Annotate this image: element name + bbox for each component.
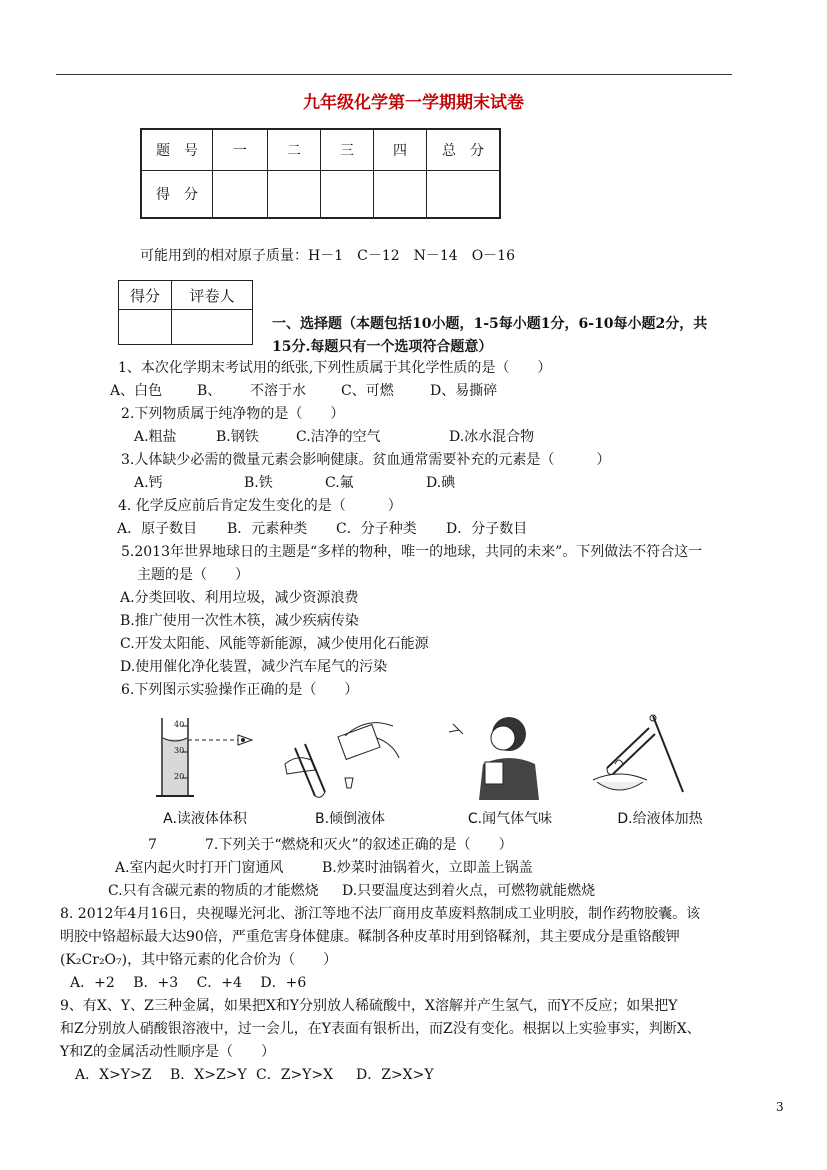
q9-stem-line1: 9、有X、Y、Z三种金属，如果把X和Y分别放人稀硫酸中，X溶解并产生氢气，而Y不反应；如果把Y xyxy=(60,998,678,1014)
q4-stem: 4. 化学反应前后肯定发生变化的是（ ） xyxy=(118,498,402,514)
header-rule xyxy=(56,74,732,75)
q8-stem-line2: 明胶中铬超标最大达90倍，严重危害身体健康。鞣制各种皮革时用到铬鞣剂，其主要成分是重铬酸钾 xyxy=(60,929,680,945)
score-header-cell: 二 xyxy=(268,129,321,171)
scale-label: 30 xyxy=(174,746,185,755)
grader-score-cell[interactable] xyxy=(119,310,172,345)
score-table-score-row xyxy=(141,171,500,219)
figure-label: D.给液体加热 xyxy=(617,811,703,827)
q3-option: B.铁 xyxy=(244,475,273,491)
score-row-label: 得 分 xyxy=(141,171,213,219)
score-header-cell: 题 号 xyxy=(141,129,213,171)
q5-stem-line1: 5.2013年世界地球日的主题是“多样的物种，唯一的地球，共同的未来”。下列做法不符合这一 xyxy=(121,544,703,560)
q5-option: D.使用催化净化装置，减少汽车尾气的污染 xyxy=(120,659,388,675)
q4-option: D．分子数目 xyxy=(446,521,528,537)
score-table-header-row xyxy=(141,129,500,171)
q7-option: C.只有含碳元素的物质的才能燃烧 xyxy=(108,883,319,899)
smelling-illustration xyxy=(435,708,585,800)
score-header-cell: 四 xyxy=(374,129,427,171)
q9-stem-line3: Y和Z的金属活动性顺序是（ ） xyxy=(60,1044,275,1060)
section1-heading-line2: 15分.每题只有一个选项符合题意） xyxy=(272,339,493,355)
figure-label: C.闻气体气味 xyxy=(467,811,553,827)
page-number: 3 xyxy=(776,1100,784,1114)
q4-option: C．分子种类 xyxy=(336,521,417,537)
q7-option: A.室内起火时打开门窗通风 xyxy=(115,860,284,876)
scale-label: 40 xyxy=(174,720,185,729)
q4-option: A．原子数目 xyxy=(117,521,198,537)
grader-name-label: 评卷人 xyxy=(172,281,253,310)
q3-option: C.氟 xyxy=(325,475,354,491)
pouring-illustration xyxy=(275,708,425,800)
q2-option: B.钢铁 xyxy=(216,429,259,445)
q1-stem: 1、本次化学期末考试用的纸张,下列性质属于其化学性质的是（ ） xyxy=(118,360,552,376)
grader-box xyxy=(118,280,253,345)
figure-smell-gas xyxy=(435,708,585,828)
score-cell[interactable] xyxy=(213,171,268,219)
section1-heading-line1: 一、选择题（本题包括10小题，1-5每小题1分，6-10每小题2分，共 xyxy=(272,316,708,332)
q1-option: A、白色 xyxy=(110,383,163,399)
grader-name-cell[interactable] xyxy=(172,310,253,345)
q5-option: C.开发太阳能、风能等新能源，减少使用化石能源 xyxy=(120,636,429,652)
q3-option: D.碘 xyxy=(426,475,456,491)
q4-option: B．元素种类 xyxy=(227,521,308,537)
q8-options: A．+2 B．+3 C．+4 D．+6 xyxy=(70,975,307,991)
q9-option: A．X>Y>Z xyxy=(75,1067,152,1083)
q7-option: D.只要温度达到着火点，可燃物就能燃烧 xyxy=(342,883,596,899)
score-cell[interactable] xyxy=(321,171,374,219)
q7-option: B.炒菜时油锅着火，立即盖上锅盖 xyxy=(322,860,533,876)
heating-illustration xyxy=(585,708,735,800)
score-cell[interactable] xyxy=(374,171,427,219)
q7-prefix: 7 xyxy=(148,837,157,853)
q9-option: B．X>Z>Y xyxy=(170,1067,247,1083)
q3-option: A.钙 xyxy=(134,475,163,491)
figure-heat-liquid xyxy=(585,708,735,828)
q9-stem-line2: 和Z分别放人硝酸银溶液中，过一会儿，在Y表面有银析出，而Z没有变化。根据以上实验事实，判断X、 xyxy=(60,1021,701,1037)
q2-option: C.洁净的空气 xyxy=(296,429,381,445)
q9-option: D．Z>X>Y xyxy=(356,1067,434,1083)
q5-stem-line2: 主题的是（ ） xyxy=(137,567,249,583)
scale-label: 20 xyxy=(174,772,185,781)
graduated-cylinder-illustration xyxy=(130,708,280,800)
q2-stem: 2.下列物质属于纯净物的是（ ） xyxy=(121,406,345,422)
q1-option: B、 xyxy=(197,383,222,399)
grader-score-label: 得分 xyxy=(119,281,172,310)
q5-option: B.推广使用一次性木筷，减少疾病传染 xyxy=(120,613,359,629)
q2-option: A.粗盐 xyxy=(134,429,177,445)
q3-stem: 3.人体缺少必需的微量元素会影响健康。贫血通常需要补充的元素是（ ） xyxy=(121,452,611,468)
q1-option: C、可燃 xyxy=(341,383,394,399)
score-header-cell: 总 分 xyxy=(427,129,501,171)
q8-stem-line1: 8. 2012年4月16日，央视曝光河北、浙江等地不法厂商用皮革废料熬制成工业明胶，制作药物胶囊。该 xyxy=(60,906,701,922)
score-table xyxy=(140,128,501,219)
q6-stem: 6.下列图示实验操作正确的是（ ） xyxy=(121,682,359,698)
figure-label: A.读液体体积 xyxy=(163,811,247,827)
q9-option: C．Z>Y>X xyxy=(256,1067,334,1083)
atomic-masses: 可能用到的相对原子质量：H－1 C－12 N－14 O－16 xyxy=(140,248,515,264)
score-cell[interactable] xyxy=(427,171,501,219)
figure-pour-liquid xyxy=(275,708,425,828)
q1-option: 不溶于水 xyxy=(250,383,306,399)
score-header-cell: 一 xyxy=(213,129,268,171)
score-cell[interactable] xyxy=(268,171,321,219)
q1-option: D、易撕碎 xyxy=(430,383,498,399)
q5-option: A.分类回收、利用垃圾，减少资源浪费 xyxy=(120,590,359,606)
q2-option: D.冰水混合物 xyxy=(449,429,535,445)
figure-read-volume xyxy=(130,708,280,828)
q8-stem-line3: (K₂Cr₂O₇)，其中铬元素的化合价为（ ） xyxy=(60,952,338,968)
q7-stem: 7.下列关于“燃烧和灭火”的叙述正确的是（ ） xyxy=(205,837,513,853)
figure-label: B.倾倒液体 xyxy=(314,811,386,827)
score-header-cell: 三 xyxy=(321,129,374,171)
exam-title: 九年级化学第一学期期末试卷 xyxy=(303,93,524,113)
